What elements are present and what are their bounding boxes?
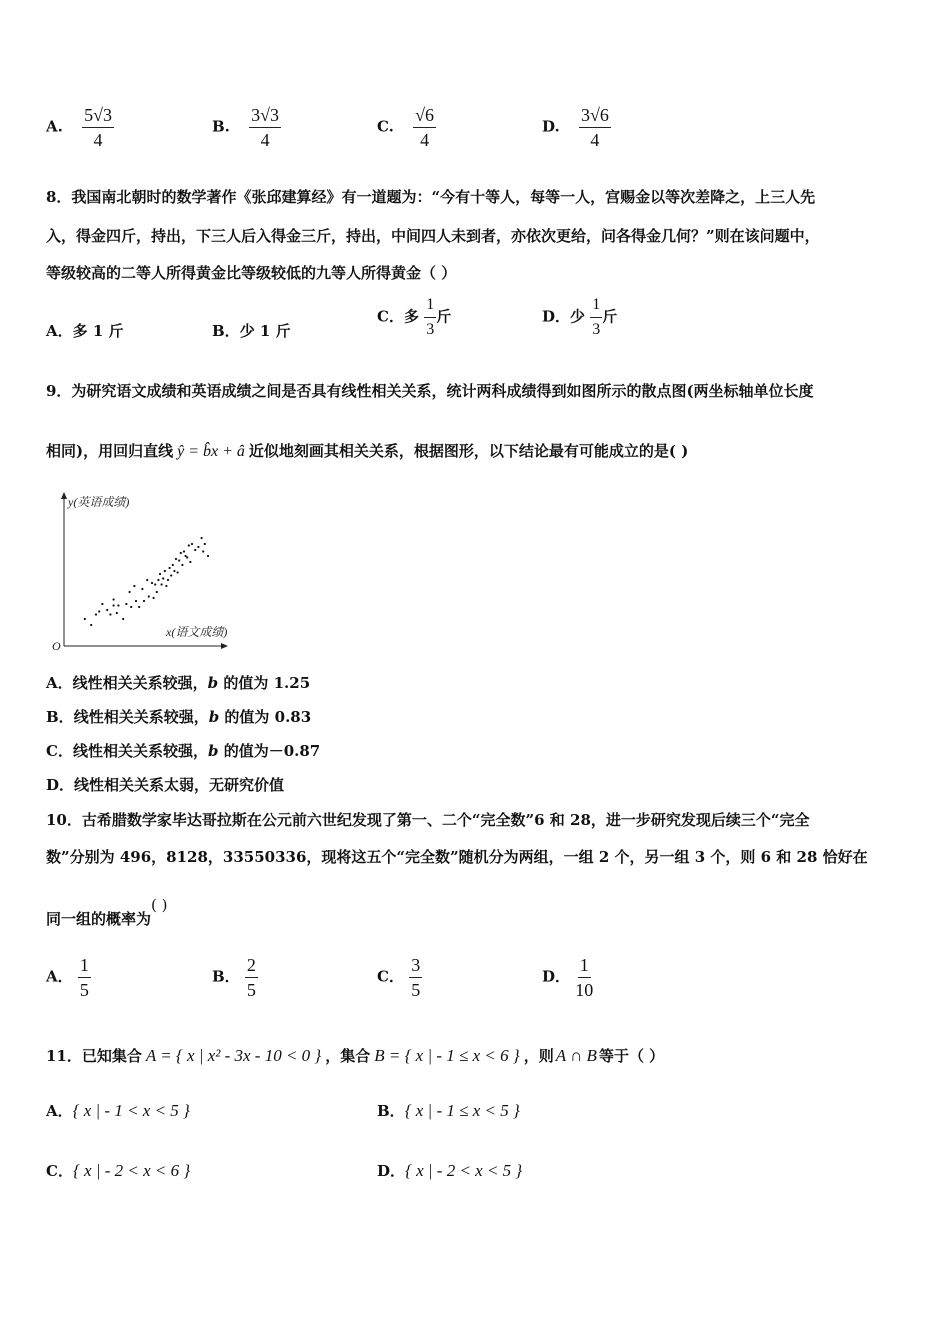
scatter-point: [191, 543, 193, 545]
scatter-point: [122, 618, 124, 620]
scatter-point: [173, 570, 175, 572]
option-label: A．: [46, 322, 73, 340]
option-label: C．: [377, 307, 404, 326]
fraction-numerator: 1: [78, 954, 91, 978]
scatter-point: [177, 571, 179, 573]
fraction-denominator: 4: [590, 130, 600, 150]
option-text: 线性相关关系较强，: [72, 674, 208, 692]
q8-stem-line-3: 等级较高的二等人所得黄金比等级较低的九等人所得黄金（ ）: [46, 264, 457, 282]
option-text: 多 1 斤: [72, 322, 124, 340]
q11-option-c[interactable]: [46, 1160, 190, 1181]
option-label: A．: [46, 674, 73, 692]
option-prefix: 多: [403, 307, 419, 326]
fraction-numerator: 3√3: [249, 104, 281, 128]
scatter-point: [157, 579, 159, 581]
q8-stem-line-2: 入，得金四斤，持出，下三人后入得金三斤，持出，中间四人未到者，亦依次更给，问各得金几何？”则在该问题中，: [46, 227, 820, 245]
scatter-points: [84, 537, 209, 626]
scatter-point: [106, 609, 108, 611]
option-suffix: 斤: [436, 307, 452, 326]
scatter-point: [90, 624, 92, 626]
scatter-point: [178, 559, 180, 561]
option-set: { x | - 1 < x < 5 }: [72, 1101, 190, 1120]
scatter-point: [202, 550, 204, 552]
fraction-denominator: 5: [246, 980, 256, 1000]
scatter-point: [153, 597, 155, 599]
fraction-numerator: √6: [413, 104, 436, 128]
scatter-point: [129, 591, 131, 593]
option-variable: b: [207, 742, 219, 760]
scatter-point: [207, 555, 209, 557]
q9-option-a[interactable]: [46, 672, 310, 693]
fraction-numerator: 3: [409, 954, 422, 978]
q8-option-d[interactable]: [542, 294, 617, 341]
option-label: A．: [46, 967, 73, 986]
scatter-point: [113, 604, 115, 606]
option-label: D．: [542, 967, 571, 986]
q11-option-b[interactable]: [377, 1100, 520, 1121]
scatter-point: [181, 564, 183, 566]
q9-stem-post: 近似地刻画其相关关系，根据图形，以下结论最有可能成立的是( ): [248, 442, 689, 460]
q10-option-b[interactable]: [212, 954, 258, 1001]
fraction-numerator: 2: [245, 954, 258, 978]
scatter-point: [186, 556, 188, 558]
q9-stem-pre: 相同)，用回归直线: [46, 442, 174, 460]
scatter-point: [162, 577, 164, 579]
option-variable: b: [208, 708, 220, 726]
option-set: { x | - 2 < x < 5 }: [405, 1161, 523, 1180]
option-suffix: 斤: [602, 307, 618, 326]
q7-option-c[interactable]: [377, 104, 436, 151]
q9-option-c[interactable]: [46, 740, 320, 761]
q11-option-d[interactable]: [377, 1160, 522, 1181]
scatter-point: [117, 604, 119, 606]
q7-option-b[interactable]: [212, 104, 281, 151]
fraction-numerator: 1: [424, 294, 436, 318]
scatter-point: [130, 606, 132, 608]
option-label: B．: [212, 322, 240, 340]
x-axis-label: x(语文成绩): [166, 625, 228, 639]
option-label: A．: [46, 1102, 73, 1120]
q10-answer-paren: ( ): [151, 896, 168, 914]
option-label: B.: [212, 117, 230, 136]
scatter-point: [156, 591, 158, 593]
fraction-numerator: 1: [578, 954, 591, 978]
scatter-point: [204, 543, 206, 545]
set-a: A = { x | x² - 3x - 10 < 0 }: [145, 1046, 322, 1065]
fraction-numerator: 1: [590, 294, 602, 318]
fraction-denominator: 5: [411, 980, 421, 1000]
scatter-point: [101, 603, 103, 605]
scatter-point: [116, 612, 118, 614]
option-label: A.: [46, 117, 63, 136]
scatter-point: [141, 588, 143, 590]
scatter-point: [161, 583, 163, 585]
option-label: C．: [46, 742, 73, 760]
scatter-point: [95, 613, 97, 615]
set-b: B = { x | - 1 ≤ x < 6 }: [374, 1046, 520, 1065]
scatter-chart: [46, 488, 246, 658]
scatter-point: [188, 544, 190, 546]
scatter-point: [113, 598, 115, 600]
q8-option-c[interactable]: [377, 294, 451, 341]
option-set: { x | - 1 ≤ x < 5 }: [404, 1101, 520, 1120]
q8-option-a[interactable]: [46, 320, 124, 341]
y-axis-arrow: [61, 492, 67, 499]
scatter-point: [151, 582, 153, 584]
scatter-point: [172, 564, 174, 566]
fraction-numerator: 3√6: [579, 104, 611, 128]
fraction-denominator: 3: [592, 321, 601, 338]
scatter-point: [125, 603, 127, 605]
q7-option-a[interactable]: [46, 104, 114, 151]
option-text: 线性相关关系较强，: [72, 742, 208, 760]
option-tail: 的值为 0.83: [219, 708, 312, 726]
scatter-point: [159, 573, 161, 575]
q10-stem-text: 同一组的概率为: [46, 910, 152, 928]
scatter-point: [165, 585, 167, 587]
scatter-point: [197, 546, 199, 548]
scatter-point: [84, 618, 86, 620]
option-label: D.: [542, 117, 560, 136]
option-prefix: 少: [570, 307, 586, 326]
scatter-point: [167, 579, 169, 581]
option-variable: b: [207, 674, 219, 692]
option-label: C．: [377, 967, 404, 986]
fraction-denominator: 10: [575, 980, 594, 1000]
scatter-point: [183, 550, 185, 552]
scatter-point: [148, 595, 150, 597]
origin-label: O: [52, 639, 61, 653]
q8-option-b[interactable]: [212, 320, 291, 341]
option-tail: 的值为－0.87: [218, 742, 321, 760]
q11-tail-post: 等于（ ）: [598, 1047, 665, 1065]
fraction-numerator: 5√3: [82, 104, 114, 128]
scatter-point: [189, 561, 191, 563]
q9-stem-line-1: 9．为研究语文成绩和英语成绩之间是否具有线性相关关系，统计两科成绩得到如图所示的散点图(两坐标轴单位长度: [46, 382, 814, 400]
fraction-denominator: 4: [260, 130, 270, 150]
fraction-denominator: 4: [93, 130, 103, 150]
q9-option-b[interactable]: [46, 706, 311, 727]
option-label: C.: [377, 117, 394, 136]
option-text: 线性相关关系较强，: [73, 708, 209, 726]
q9-option-d[interactable]: [46, 774, 284, 795]
intersection-expression: A ∩ B: [555, 1046, 597, 1065]
scatter-point: [109, 613, 111, 615]
scatter-point: [194, 549, 196, 551]
fraction-denominator: 5: [79, 980, 89, 1000]
option-text: 线性相关关系太弱，无研究价值: [74, 776, 285, 794]
scatter-point: [185, 555, 187, 557]
scatter-point: [143, 600, 145, 602]
q10-stem-line-3: [46, 896, 168, 929]
scatter-point: [135, 600, 137, 602]
scatter-point: [164, 570, 166, 572]
q10-option-a[interactable]: [46, 954, 91, 1001]
q11-mid: ，集合: [325, 1047, 371, 1065]
option-label: B．: [377, 1102, 405, 1120]
scatter-point: [201, 537, 203, 539]
scatter-point: [133, 585, 135, 587]
option-set: { x | - 2 < x < 6 }: [72, 1161, 191, 1180]
regression-formula: ŷ = b̂x + â: [177, 443, 245, 460]
option-label: D．: [46, 776, 75, 794]
q11-option-a[interactable]: [46, 1100, 190, 1121]
option-label: D．: [377, 1162, 406, 1180]
option-label: D．: [542, 307, 571, 326]
fraction-denominator: 4: [420, 130, 430, 150]
scatter-point: [180, 552, 182, 554]
q11-stem: [46, 1045, 664, 1066]
q9-stem-line-2: [46, 440, 688, 461]
y-axis-label: y(英语成绩): [68, 495, 130, 509]
scatter-point: [146, 579, 148, 581]
x-axis-arrow: [221, 643, 228, 649]
scatter-point: [138, 606, 140, 608]
scatter-point: [98, 610, 100, 612]
option-label: C．: [46, 1162, 73, 1180]
q10-option-c[interactable]: [377, 954, 422, 1001]
scatter-point: [169, 567, 171, 569]
option-label: B．: [212, 967, 240, 986]
q11-prefix: 11．已知集合: [46, 1047, 142, 1065]
scatter-point: [170, 574, 172, 576]
q7-option-d[interactable]: [542, 104, 611, 151]
q10-stem-line-2: 数”分别为 496，8128，33550336，现将这五个“完全数”随机分为两组，一组 2 个，另一组 3 个，则 6 和 28 恰好在: [46, 848, 868, 866]
q8-stem-line-1: 8．我国南北朝时的数学著作《张邱建算经》有一道题为：“今有十等人，每等一人，宫赐金以等次差降之，上三人先: [46, 188, 816, 206]
option-text: 少 1 斤: [239, 322, 291, 340]
option-tail: 的值为 1.25: [218, 674, 311, 692]
scatter-point: [154, 583, 156, 585]
q11-tail-pre: ，则: [523, 1047, 554, 1065]
q10-option-d[interactable]: [542, 954, 593, 1001]
fraction-denominator: 3: [426, 321, 435, 338]
option-label: B．: [46, 708, 74, 726]
q10-stem-line-1: 10．古希腊数学家毕达哥拉斯在公元前六世纪发现了第一、二个“完全数”6 和 28，进一步研究发现后续三个“完全: [46, 811, 810, 829]
scatter-point: [175, 558, 177, 560]
